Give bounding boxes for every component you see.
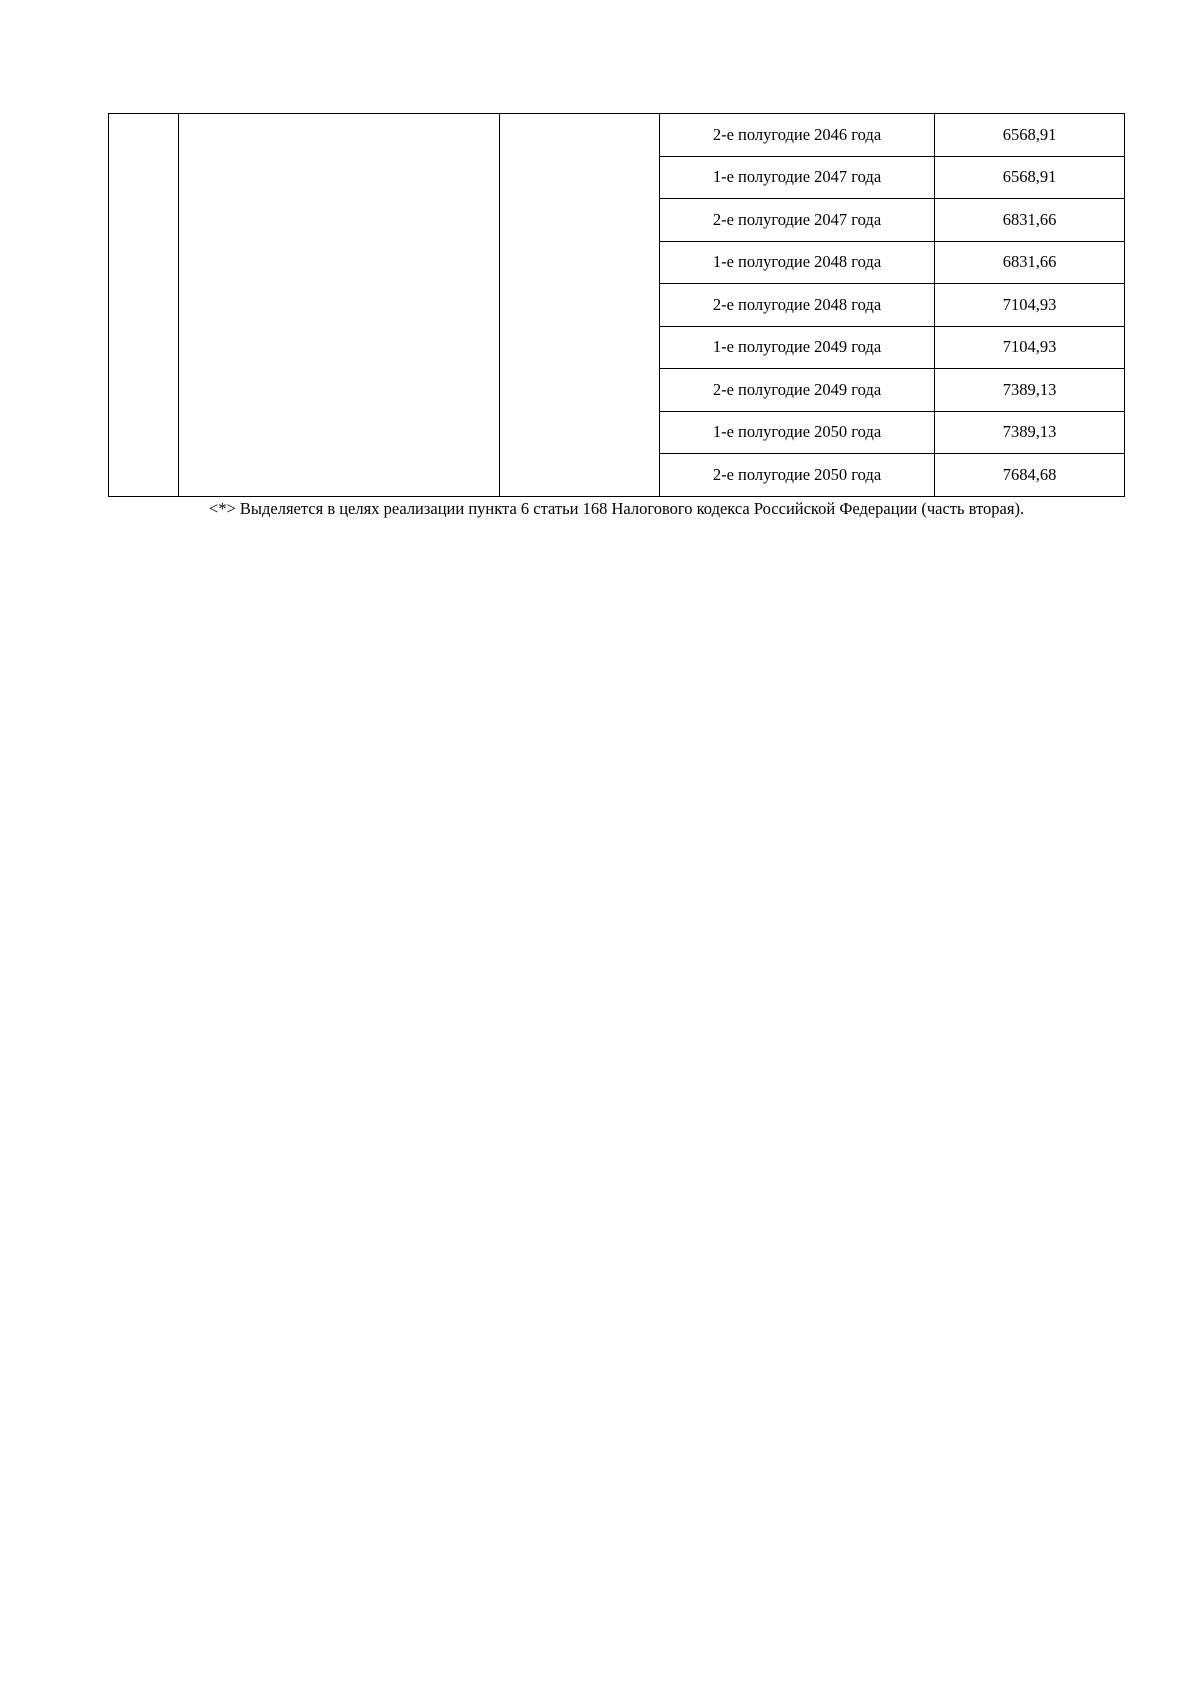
table-cell-value: 6831,66 bbox=[935, 241, 1125, 284]
table-cell-value: 7104,93 bbox=[935, 284, 1125, 327]
table-cell-period: 1-е полугодие 2047 года bbox=[660, 156, 935, 199]
table-cell-value: 6568,91 bbox=[935, 156, 1125, 199]
table-cell-period: 1-е полугодие 2050 года bbox=[660, 411, 935, 454]
table-cell-value: 6831,66 bbox=[935, 199, 1125, 242]
table-cell-value: 7104,93 bbox=[935, 326, 1125, 369]
table-cell-number bbox=[109, 114, 179, 497]
table-cell-period: 2-е полугодие 2049 года bbox=[660, 369, 935, 412]
table-cell-period: 1-е полугодие 2049 года bbox=[660, 326, 935, 369]
table-row bbox=[109, 114, 1125, 157]
table-cell-organization bbox=[179, 114, 500, 497]
table-cell-category bbox=[500, 114, 660, 497]
table-cell-period: 1-е полугодие 2048 года bbox=[660, 241, 935, 284]
table-cell-period: 2-е полугодие 2046 года bbox=[660, 114, 935, 157]
footnote: <*> Выделяется в целях реализации пункта 6 статьи 168 Налогового кодекса Российской Федерации (часть вторая). bbox=[208, 499, 1025, 518]
table-cell-period: 2-е полугодие 2050 года bbox=[660, 454, 935, 497]
table-cell-value: 7389,13 bbox=[935, 411, 1125, 454]
table-cell-period: 2-е полугодие 2048 года bbox=[660, 284, 935, 327]
table-cell-value: 7684,68 bbox=[935, 454, 1125, 497]
table-cell-value: 7389,13 bbox=[935, 369, 1125, 412]
tariff-table bbox=[108, 113, 1125, 497]
table-cell-period: 2-е полугодие 2047 года bbox=[660, 199, 935, 242]
table-cell-value: 6568,91 bbox=[935, 114, 1125, 157]
